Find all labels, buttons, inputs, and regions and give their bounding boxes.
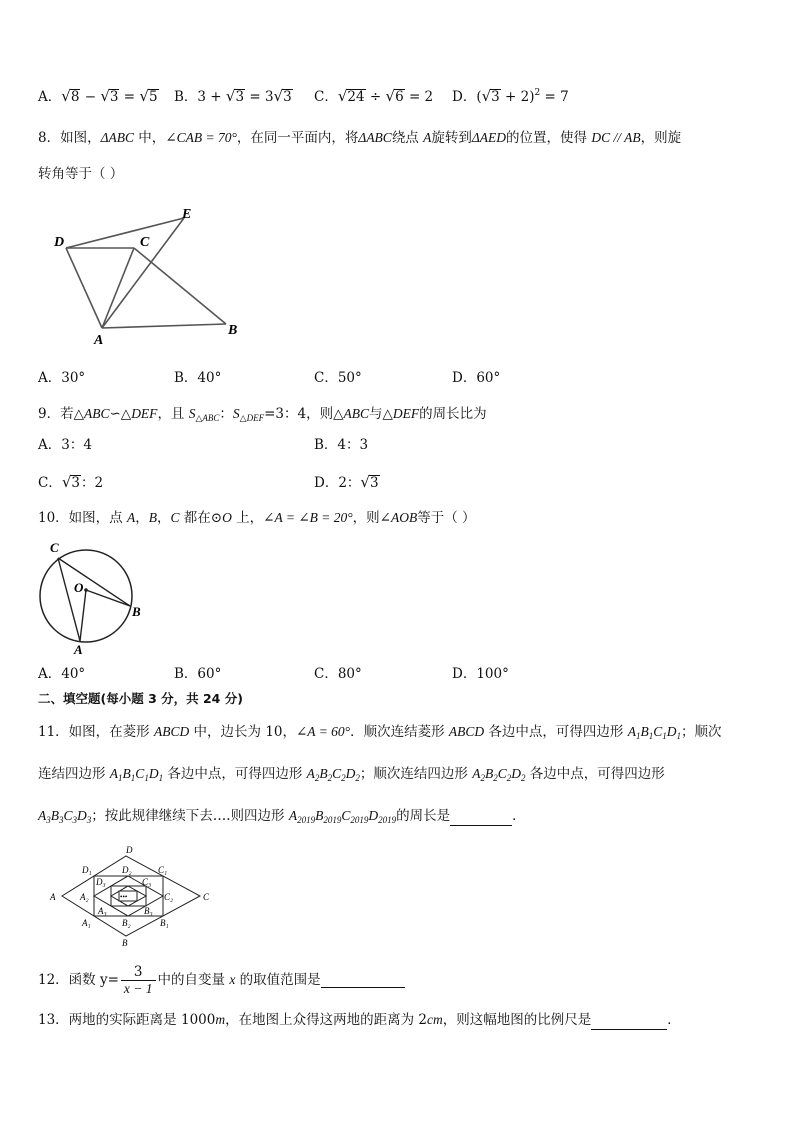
q11-label-c1: C₁ [158,865,168,875]
q11-label-b3: B₃ [144,906,153,916]
q10-label-o: O [74,580,84,595]
q11-label-b1: B₁ [160,918,169,928]
q9-option-a: A．3：4 [38,437,92,453]
q8-option-c: C．50° [314,370,362,386]
q8-label-c: C [140,235,150,250]
q7-option-d: D．$(√3 + 2)^2 = 7$ [452,87,569,105]
q11-label-d2: D₂ [122,865,132,875]
q11-label-c2: C₂ [164,892,174,902]
q9-stem: 9．若△ABC∽△DEF，且 $S_{\triangle ABC}$：$S_{\triangle DEF}=3$：4，则△ABC与△DEF的周长比为 [38,406,487,423]
q11-stem-line2: 连结四边形 $A_1B_1C_1D_1$ 各边中点，可得四边形 $A_2B_2C_2D_2$；顺次连结四边形 $A_2B_2C_2D_2$ 各边中点，可得四边形 [38,766,665,783]
q7-option-a: A．√8 − √3 = √5 [38,87,158,105]
q10-option-d: D．100° [452,666,509,682]
section-fill-blank-heading: 二、填空题(每小题 3 分，共 24 分) [38,691,243,706]
q10-center-dot [84,588,88,592]
q11-label-d: D [126,845,133,855]
q8-label-b: B [228,323,238,338]
q11-label-c3: C₃ [142,877,152,887]
q8-label-d: D [54,235,65,250]
q8-option-b: B．40° [174,370,222,386]
q11-label-b: B [122,938,128,948]
q11-label-a3: A₃ [98,906,107,916]
q8-option-d: D．60° [452,370,501,386]
q7-option-c: C．√24 ÷ √6 = 2 [314,87,434,105]
q11-figure [46,842,216,950]
q8-label-e: E [182,207,192,222]
q8-stem-line1: 8．如图，ΔABC 中，∠CAB = 70°，在同一平面内，将ΔABC绕点 A旋转到ΔAED的位置，使得 DC // AB，则旋 [38,130,682,146]
q10-label-c: C [50,540,59,555]
q8-option-a: A．30° [38,370,86,386]
q11-label-a2: A₂ [80,892,89,902]
q10-figure [34,538,154,656]
q10-option-b: B．60° [174,666,222,682]
q10-label-b: B [132,604,141,619]
q11-label-b2: B₂ [122,918,131,928]
q10-option-c: C．80° [314,666,362,682]
q10-stem: 10．如图，点 A，B，C 都在⊙O 上，∠A = ∠B = 20°，则∠AOB等于（ ） [38,510,476,526]
q8-stem-line2: 转角等于（ ） [38,166,124,182]
q13-answer-blank[interactable] [591,1015,667,1030]
q12-answer-blank[interactable] [321,973,405,988]
q9-option-c: C．√3：2 [38,473,104,491]
q10-label-a: A [74,642,83,656]
q11-stem-line3: $A_3B_3C_3D_3$；按此规律继续下去….则四边形 $A_{2019}B_{2019}C_{2019}D_{2019}$的周长是 ． [38,808,526,825]
q8-label-a: A [94,333,104,348]
q11-label-a: A [50,892,56,902]
q10-circle [40,550,132,642]
q11-stem-line1: 11．如图，在菱形 ABCD 中，边长为 10，∠A = 60°．顺次连结菱形 ABCD 各边中点，可得四边形 $A_1B_1C_1D_1$；顺次 [38,724,722,741]
q13-stem: 13．两地的实际距离是 1000m，在地图上众得这两地的距离为 2cm，则这幅地图的比例尺是 ． [38,1012,681,1028]
q8-figure [48,200,248,350]
q11-answer-blank[interactable] [450,811,512,826]
q9-option-b: B．4：3 [314,437,369,453]
q11-center-dots: ••• [120,893,128,901]
q7-option-b: B．3 + √3 = 3√3 [174,87,292,105]
q11-label-d3: D₃ [96,877,106,887]
q11-label-a1: A₁ [82,918,91,928]
q11-label-c: C [203,892,210,902]
q12-fraction: $\frac{3}{x - 1}$ [121,964,156,997]
q10-option-a: A．40° [38,666,86,682]
q11-label-d1: D₁ [82,865,92,875]
q12-stem: 12．函数 y= $\frac{3}{x - 1}$ 中的自变量 x 的取值范围是 [38,962,405,998]
q9-option-d: D．2：√3 [314,473,379,491]
